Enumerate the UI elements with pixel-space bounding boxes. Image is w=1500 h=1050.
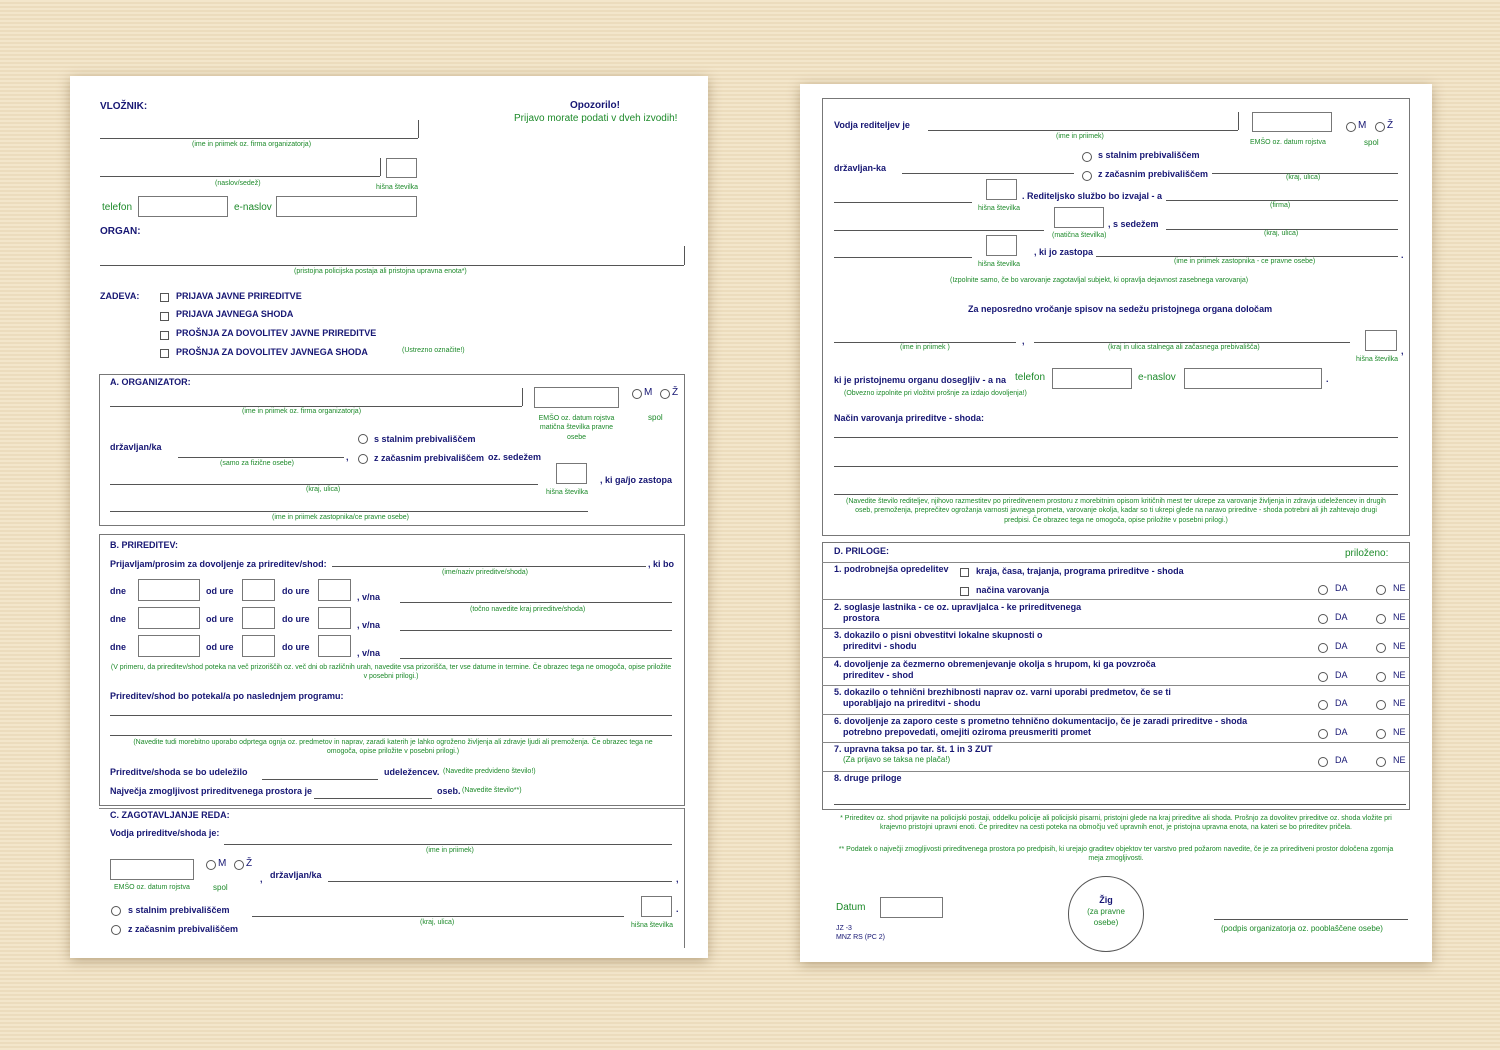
seat-house-caption: hišna številka [978, 261, 1021, 268]
permanent-label: s stalnim prebivališčem [374, 434, 476, 444]
participants-label: udeležencev. [384, 767, 440, 777]
steward-citizenship-line[interactable] [902, 173, 1074, 174]
steward-leader-line[interactable] [928, 130, 1238, 131]
temporary-label: z začasnim prebivališčem [374, 453, 485, 463]
steward-emso-field[interactable] [1252, 112, 1332, 132]
steward-house-caption: hišna številka [978, 205, 1021, 212]
organizer-name-line[interactable] [110, 406, 522, 407]
date-field-3[interactable] [138, 635, 200, 657]
attachment-5-label: 5. dokazilo o tehnični brezhibnosti naprav oz. varni uporabi predmetov, če se ti [834, 687, 1171, 697]
house-number-a-caption: hišna številka [546, 489, 589, 496]
checkbox-prijava-shoda[interactable] [160, 312, 169, 321]
from-label-3: od ure [206, 642, 234, 652]
warning-text: Prijavo morate podati v dveh izvodih! [514, 113, 678, 124]
emso-c-caption: EMŠO oz. datum rojstva [114, 884, 190, 891]
attachment-7-da: DA [1335, 755, 1348, 765]
order-leader-line[interactable] [224, 844, 672, 845]
program-label: Prireditev/shod bo potekal/a po naslednjem programu: [110, 691, 344, 701]
steward-leader-label: Vodja rediteljev je [834, 120, 910, 130]
house-number-c-field[interactable] [641, 896, 672, 917]
citizenship-caption: (samo za fizične osebe) [220, 460, 294, 467]
attachment-7-label: 7. upravna taksa po tar. št. 1 in 3 ZUT [834, 744, 993, 754]
attachment-4-da: DA [1335, 670, 1348, 680]
order-leader-caption: (ime in priimek) [426, 847, 474, 854]
email-label: e-naslov [234, 202, 272, 213]
email-field[interactable] [276, 196, 417, 217]
other-attachments-line[interactable] [834, 804, 1406, 805]
address-a-caption: (kraj, ulica) [306, 486, 341, 493]
program-line-1[interactable] [110, 715, 672, 716]
option-prosnja-prireditve: PROŠNJA ZA DOVOLITEV JAVNE PRIREDITVE [176, 328, 377, 338]
place-line-2[interactable] [400, 630, 672, 631]
radio-gender-m[interactable] [632, 389, 642, 399]
attachment-3-ne: NE [1393, 641, 1406, 651]
attached-label: priloženo: [1345, 548, 1389, 559]
date-sign-label: Datum [836, 902, 866, 913]
reachable-label: ki je pristojnemu organu dosegljiv - a na [834, 375, 1007, 385]
address-c-caption: (kraj, ulica) [420, 919, 455, 926]
security-method-label: Način varovanja prireditve - shoda: [834, 413, 985, 423]
service-delivery-title: Za neposredno vročanje spisov na sedežu pristojnega organa določam [968, 304, 1273, 314]
from-field-3[interactable] [242, 635, 275, 657]
section-rediteljev [822, 98, 1410, 536]
attachment-3-ne-radio[interactable] [1376, 643, 1386, 653]
radio-steward-permanent[interactable] [1082, 152, 1092, 162]
from-label-2: od ure [206, 614, 234, 624]
place-label-1: , v/na [357, 592, 381, 602]
event-name-line[interactable] [332, 566, 646, 567]
steward-leader-caption: (ime in priimek) [1056, 133, 1104, 140]
citizenship-line[interactable] [178, 457, 344, 458]
option-prijava-prireditve: PRIJAVA JAVNE PRIREDITVE [176, 291, 302, 301]
attachment-1-label: 1. podrobnejša opredelitev [834, 564, 949, 574]
mandatory-note: (Obvezno izpolnite pri vložitvi prošnje za izdajo dovoljenja!) [844, 390, 1027, 397]
address-c-line[interactable] [252, 916, 624, 917]
signature-caption: (podpis organizatorja oz. pooblaščene osebe) [1221, 924, 1383, 933]
organ-caption: (pristojna policijska postaja ali pristojna upravna enota*) [294, 268, 467, 275]
security-line-1[interactable] [834, 437, 1398, 438]
radio-steward-z[interactable] [1375, 122, 1385, 132]
attendance-line[interactable] [262, 779, 378, 780]
attachment-1a-checkbox[interactable] [960, 568, 969, 577]
temporary-c-label: z začasnim prebivališčem [128, 924, 239, 934]
organ-line[interactable] [100, 265, 684, 266]
delivery-house-field[interactable] [1365, 330, 1397, 351]
place-label-3: , v/na [357, 648, 381, 658]
kibo-label: , ki bo [648, 559, 675, 569]
gender-z-label: Ž [672, 387, 679, 398]
house-number-caption: hišna številka [376, 184, 419, 191]
place-line-1[interactable] [400, 602, 672, 603]
email-2-label: e-naslov [1138, 372, 1176, 383]
form-code: JZ -3 [836, 925, 852, 932]
attachment-6-ne: NE [1393, 727, 1406, 737]
vloznik-label: VLOŽNIK: [100, 101, 148, 112]
citizenship-label: državljan/ka [110, 442, 162, 452]
to-label-2: do ure [282, 614, 310, 624]
date-field-2[interactable] [138, 607, 200, 629]
to-field-2[interactable] [318, 607, 351, 629]
steward-spol-caption: spol [1364, 138, 1379, 147]
place-line-3[interactable] [400, 658, 672, 659]
name-caption: (ime in priimek oz. firma organizatorja) [192, 141, 312, 148]
address-caption: (naslov/sedež) [215, 180, 261, 187]
radio-c-gender-z[interactable] [234, 860, 244, 870]
seat-label: oz. sedežem [488, 452, 542, 462]
representative-caption: (ime in priimek zastopnika/ce pravne osebe) [272, 514, 409, 521]
attachment-7-note: (Za prijavo se taksa ne plača!) [843, 755, 951, 764]
emso-c-field[interactable] [110, 859, 194, 880]
section-a-title: A. ORGANIZATOR: [110, 377, 191, 387]
address-line[interactable] [100, 176, 380, 177]
attachment-7-da-radio[interactable] [1318, 757, 1328, 767]
attachment-5-label-b: uporabljajo na prireditvi - shodu [843, 698, 981, 708]
security-line-2[interactable] [834, 466, 1398, 467]
attachment-1-da-radio[interactable] [1318, 585, 1328, 595]
attachment-6-da-radio[interactable] [1318, 729, 1328, 739]
represented-label: , ki ga/jo zastopa [600, 475, 673, 485]
organizer-name-caption: (ime in priimek oz. firma organizatorja) [242, 408, 362, 415]
seat-caption: (kraj, ulica) [1264, 230, 1299, 237]
emso-caption: EMŠO oz. datum rojstva matična številka pravne osebe [538, 415, 615, 441]
attachment-1b-label: načina varovanja [976, 585, 1050, 595]
steward-m-label: M [1358, 120, 1367, 131]
event-name-caption: (ime/naziv prireditve/shoda) [442, 569, 528, 576]
footnote-1: * Prireditev oz. shod prijavite na policijski postaji, oddelku policije ali policijski pisarni, pristojni glede na kraj prireditve ali shoda. Prošnjo za dovolitev prireditve oz. shoda vložite pri krajevno pristojni upravni enoti. Če prireditev na cesti poteka na območju več upravnih enot, je pristojna upravna enota, na kateri se bo prireditev pričela. [840, 815, 1392, 832]
attachment-3-da-radio[interactable] [1318, 643, 1328, 653]
security-note: (Navedite število rediteljev, njihovo razmestitev po prireditvenem prostoru z morebitnim opisom kritičnih mest ter ukrepe za varovanje življenja in zdravja udeležencev in drugih oseb, premoženja, preprečitev ogrožanja varnosti javnega prometa, varovanje okolja, kadar so ti ukrepi glede na naravo prireditve - shoda potrebni ali jih zahtevajo drugi predpisi. Če obrazec tega ne omogoča, opise priložite v posebni prilogi.) [846, 498, 1386, 524]
place-label-2: , v/na [357, 620, 381, 630]
gender-c-m-label: M [218, 858, 227, 869]
attachment-2-label: 2. soglasje lastnika - ce oz. upravljalca - ke prireditvenega [834, 602, 1082, 612]
stamp-caption: (za pravne osebe) [1087, 907, 1125, 927]
signature-line[interactable] [1214, 919, 1408, 920]
attachment-6-label-b: potrebno prepovedati, omejiti oziroma preusmeriti promet [843, 727, 1092, 737]
gender-m-label: M [644, 387, 653, 398]
radio-c-permanent[interactable] [111, 906, 121, 916]
steward-house-field[interactable] [986, 179, 1017, 200]
radio-c-temporary[interactable] [111, 925, 121, 935]
attachment-1-da: DA [1335, 583, 1348, 593]
email-2-field[interactable] [1184, 368, 1322, 389]
representative-line[interactable] [110, 511, 588, 512]
capacity-label: Največja zmogljivost prireditvenega prostora je [110, 786, 313, 796]
attachment-2-ne-radio[interactable] [1376, 614, 1386, 624]
spol-caption: spol [648, 413, 663, 422]
organ-label: ORGAN: [100, 226, 141, 237]
persons-label: oseb. [437, 786, 461, 796]
delivery-address-line[interactable] [1034, 342, 1350, 343]
attachment-2-ne: NE [1393, 612, 1406, 622]
phone-2-field[interactable] [1052, 368, 1132, 389]
attachment-7-ne-radio[interactable] [1376, 757, 1386, 767]
delivery-address-caption: (kraj in ulica stalnega ali začasnega prebivališča) [1108, 344, 1260, 351]
attachment-4-da-radio[interactable] [1318, 672, 1328, 682]
date-label-2: dne [110, 614, 127, 624]
attachment-3-label-b: prireditvi - shodu [843, 641, 917, 651]
attachment-5-ne: NE [1393, 698, 1406, 708]
represented-by-label: , ki jo zastopa [1034, 247, 1094, 257]
registration-number-caption: (matična številka) [1052, 232, 1107, 239]
date-label-3: dne [110, 642, 127, 652]
warning-title: Opozorilo! [570, 100, 620, 111]
phone-label: telefon [102, 202, 133, 213]
steward-street-line[interactable] [834, 202, 972, 203]
delivery-house-caption: hišna številka [1356, 356, 1399, 363]
delivery-name-caption: (ime in priimek ) [900, 344, 950, 351]
from-field-1[interactable] [242, 579, 275, 601]
attachment-4-ne-radio[interactable] [1376, 672, 1386, 682]
attachment-3-da: DA [1335, 641, 1348, 651]
multiple-venues-note: (V primeru, da prireditev/shod poteka na več prizoriščih oz. več dni ob različnih urah, navedite vsa prizorišča, ter vse datume in termine. Če obrazec tega ne omogoča, opise priložite v posebni prilogi.) [110, 664, 672, 681]
capacity-line[interactable] [314, 798, 432, 799]
section-b-title: B. PRIREDITEV: [110, 540, 179, 550]
radio-temporary[interactable] [358, 454, 368, 464]
delivery-name-line[interactable] [834, 342, 1016, 343]
attachment-5-da: DA [1335, 698, 1348, 708]
attachment-5-da-radio[interactable] [1318, 700, 1328, 710]
registration-number-field[interactable] [1054, 207, 1104, 228]
checkbox-prosnja-shoda[interactable] [160, 349, 169, 358]
attachment-1a-label: kraja, časa, trajanja, programa prireditve - shoda [976, 566, 1184, 576]
address-a-line[interactable] [110, 484, 538, 485]
section-c-title: C. ZAGOTAVLJANJE REDA: [110, 810, 230, 820]
attendance-label: Prireditve/shoda se bo udeležilo [110, 767, 248, 777]
attachment-6-ne-radio[interactable] [1376, 729, 1386, 739]
radio-gender-z[interactable] [660, 389, 670, 399]
attachment-4-label: 4. dovoljenje za čezmerno obremenjevanje okolja s hrupom, ki ga povzroča [834, 659, 1156, 669]
attachment-3-label: 3. dokazilo o pisni obvestitvi lokalne skupnosti o [834, 630, 1043, 640]
steward-citizenship-label: državljan-ka [834, 163, 887, 173]
attachment-1b-checkbox[interactable] [960, 587, 969, 596]
radio-c-gender-m[interactable] [206, 860, 216, 870]
to-field-3[interactable] [318, 635, 351, 657]
place-caption: (točno navedite kraj prireditve/shoda) [470, 606, 586, 613]
house-number-a-field[interactable] [556, 463, 587, 484]
form-issuer: MNZ RS (PC 2) [836, 934, 885, 941]
radio-permanent[interactable] [358, 434, 368, 444]
footnote-2: ** Podatek o največji zmogljivosti prireditvenega prostora po predpisih, ki urejajo graditev objektov ter varstvo pred požarom navedite, če je za prireditveni prostor določena zgornja meja zmogljivosti. [838, 846, 1394, 863]
date-sign-field[interactable] [880, 897, 943, 918]
gender-c-z-label: Ž [246, 858, 253, 869]
attachment-7-ne: NE [1393, 755, 1406, 765]
house-number-field[interactable] [386, 158, 417, 178]
program-line-2[interactable] [110, 735, 672, 736]
attachment-6-da: DA [1335, 727, 1348, 737]
applicant-name-line[interactable] [100, 138, 418, 139]
attachment-2-da: DA [1335, 612, 1348, 622]
security-line-3[interactable] [834, 494, 1398, 495]
reg-number-prefix-line[interactable] [834, 230, 1044, 231]
seat-street-line[interactable] [834, 257, 972, 258]
attachment-4-label-b: prireditev - shod [843, 670, 914, 680]
spol-c-caption: spol [213, 883, 228, 892]
attachment-1-ne-radio[interactable] [1376, 585, 1386, 595]
order-leader-label: Vodja prireditve/shoda je: [110, 828, 220, 838]
seat-house-field[interactable] [986, 235, 1017, 256]
attachment-2-label-b: prostora [843, 613, 880, 623]
from-label-1: od ure [206, 586, 234, 596]
checkbox-prijava-prireditve[interactable] [160, 293, 169, 302]
radio-steward-temporary[interactable] [1082, 171, 1092, 181]
steward-permanent-label: s stalnim prebivališčem [1098, 150, 1200, 160]
section-d-title: D. PRILOGE: [834, 546, 890, 556]
attachment-6-label: 6. dovoljenje za zaporo ceste s prometno tehnično dokumentacijo, če je zaradi prireditve - shoda [834, 716, 1248, 726]
seat-label-2: , s sedežem [1108, 219, 1159, 229]
checkbox-prosnja-prireditve[interactable] [160, 331, 169, 340]
house-number-c-caption: hišna številka [631, 922, 674, 929]
to-field-1[interactable] [318, 579, 351, 601]
firm-line[interactable] [1166, 200, 1398, 201]
attachment-1-ne: NE [1393, 583, 1406, 593]
capacity-hint: (Navedite število**) [462, 787, 522, 794]
to-label-3: do ure [282, 642, 310, 652]
date-field-1[interactable] [138, 579, 200, 601]
security-company-note: (Izpolnite samo, če bo varovanje zagotavljal subjekt, ki opravlja dejavnost zasebnega varovanja) [950, 277, 1249, 284]
representative-2-line[interactable] [1096, 256, 1398, 257]
citizenship-c-line[interactable] [328, 881, 672, 882]
phone-field[interactable] [138, 196, 228, 217]
attachment-4-ne: NE [1393, 670, 1406, 680]
steward-temporary-label: z začasnim prebivališčem [1098, 169, 1209, 179]
firm-caption: (firma) [1270, 202, 1291, 209]
representative-2-caption: (ime in priimek zastopnika - ce pravne osebe) [1174, 258, 1316, 265]
form-page-2: Vodja rediteljev je (ime in priimek) EMŠO oz. datum rojstva M Ž spol s stalnim prebivališčem z začasnim prebivališčem državljan-ka (kraj, ulica) hišna številka . Rediteljsko službo bo izvajal - a (firma) (matična številka) , s sedežem (kraj, ulica) hišna številka , ki jo zastopa . (ime in priimek zastopnika - ce pravne osebe) (Izpolnite samo, če bo varovanje zagotavljal subjekt, ki opravlja dejavnost zasebnega varovanja) Za neposredno vročanje spisov na sedežu pristojnega organa določam (ime in priimek ) , (kraj in ulica stalnega ali začasnega prebivališča) hišna številka , ki je pristojnemu organu dosegljiv - a na telefon e-naslov . (Obvezno izpolnite pri vložitvi prošnje za izdajo dovoljenja!) Način varovanja prireditve - shoda: (Navedite število rediteljev, njihovo razmestitev po prireditvenem prostoru z morebitnim opisom kritičnih mest ter ukrepe za varovanje življenja in zdravja udeležencev in drugih oseb, premoženja, preprečitev ogrožanja varnosti javnega prometa, varovanje okolja, kadar so ti ukrepi glede na naravo prireditve - shoda potrebni ali jih zahtevajo drugi predpisi. Če obrazec tega ne omogoča, opise priložite v posebni prilogi.) D. PRILOGE: priloženo: 1. podrobnejša opredelitev kraja, časa, trajanja, programa prireditve - shoda načina varovanja DA NE 2. soglasje lastnika - ce oz. upravljalca - ke prireditvenega prostora DA NE 3. dokazilo o pisni obvestitvi lokalne skupnosti o prireditvi - shodu DA NE 4. dovoljenje za čezmerno obremenjevanje okolja s hrupom, ki ga povzroča prireditev - shod DA NE 5. dokazilo o tehnični brezhibnosti naprav oz. varni uporabi predmetov, če se ti uporabljajo na prireditvi - shodu DA NE 6. dovoljenje za zaporo ceste s prometno tehnično dokumentacijo, če je zaradi prireditve - shoda potrebno prepovedati, omejiti oziroma preusmeriti promet DA NE 7. upravna taksa po tar. št. 1 in 3 ZUT (Za prijavo se taksa ne plača!) DA NE 8. druge priloge * Prireditev oz. shod prijavite na policijski postaji, oddelku policije ali policijski pisarni, pristojni glede na kraj prireditve ali shoda. Prošnjo za dovolitev prireditve oz. shoda vložite pri krajevno pristojni upravni enoti. Če prireditev na cesti poteka na območju več upravnih enot, je pristojna upravna enota, na kateri se bo prireditev pričela. ** Podatek o največji zmogljivosti prireditvenega prostora po predpisih, ki urejajo graditev objektov ter varstvo pred požarom navedite, če je za prireditveni prostor določena zgornja meja zmogljivosti. Datum Žig (za pravne osebe) (podpis organizatorja oz. pooblaščene osebe) JZ -3 MNZ RS (PC 2) [800, 84, 1432, 962]
phone-2-label: telefon [1015, 372, 1046, 383]
to-label-1: do ure [282, 586, 310, 596]
attendance-hint: (Navedite predvideno število!) [443, 768, 536, 775]
option-prosnja-shoda: PROŠNJA ZA DOVOLITEV JAVNEGA SHODA [176, 347, 368, 357]
steward-z-label: Ž [1387, 120, 1394, 131]
permanent-c-label: s stalnim prebivališčem [128, 905, 230, 915]
emso-field[interactable] [534, 387, 619, 408]
citizenship-c-label: državljan/ka [270, 870, 322, 880]
form-page-1: VLOŽNIK: Opozorilo! Prijavo morate podati v dveh izvodih! (ime in priimek oz. firma organizatorja) (naslov/sedež) hišna številka telefon e-naslov ORGAN: (pristojna policijska postaja ali pristojna upravna enota*) ZADEVA: PRIJAVA JAVNE PRIREDITVE PRIJAVA JAVNEGA SHODA PROŠNJA ZA DOVOLITEV JAVNE PRIREDITVE PROŠNJA ZA DOVOLITEV JAVNEGA SHODA (Ustrezno označite!) A. ORGANIZATOR: (ime in priimek oz. firma organizatorja) EMŠO oz. datum rojstva matična številka pravne osebe M Ž spol državljan/ka (samo za fizične osebe) , s stalnim prebivališčem z začasnim prebivališčem oz. sedežem (kraj, ulica) hišna številka , ki ga/jo zastopa (ime in priimek zastopnika/ce pravne osebe) B. PRIREDITEV: Prijavljam/prosim za dovoljenje za prireditev/shod: , ki bo (ime/naziv prireditve/shoda) dne od ure do ure , v/na (točno navedite kraj prireditve/shoda) dne od ure do ure , v/na dne od ure do ure , v/na (V primeru, da prireditev/shod poteka na več prizoriščih oz. več dni ob različnih urah, navedite vsa prizorišča, ter vse datume in termine. Če obrazec tega ne omogoča, opise priložite v posebni prilogi.) Prireditev/shod bo potekal/a po naslednjem programu: (Navedite tudi morebitno uporabo odprtega ognja oz. predmetov in naprav, zaradi katerih je lahko ogroženo življenja ali zdravje ljudi ali premoženja. Če obrazec tega ne omogoča, opise priložite v posebni prilogi.) Prireditve/shoda se bo udeležilo udeležencev. (Navedite predvideno število!) Največja zmogljivost prireditvenega prostora je oseb. (Navedite število**) C. ZAGOTAVLJANJE REDA: Vodja prireditve/shoda je: (ime in priimek) EMŠO oz. datum rojstva M Ž spol , državljan/ka , s stalnim prebivališčem z začasnim prebivališčem (kraj, ulica) . hišna številka [70, 76, 708, 958]
program-note: (Navedite tudi morebitno uporabo odprtega ognja oz. predmetov in naprav, zaradi katerih je lahko ogroženo življenja ali zdravje ljudi ali premoženja. Če obrazec tega ne omogoča, opise priložite v posebni prilogi.) [133, 739, 653, 756]
attachment-2-da-radio[interactable] [1318, 614, 1328, 624]
attachment-8-label: 8. druge priloge [834, 773, 902, 783]
from-field-2[interactable] [242, 607, 275, 629]
mark-hint: (Ustrezno označite!) [402, 347, 465, 354]
date-label-1: dne [110, 586, 127, 596]
steward-address-caption: (kraj, ulica) [1286, 174, 1321, 181]
steward-emso-caption: EMŠO oz. datum rojstva [1250, 139, 1326, 146]
event-request-label: Prijavljam/prosim za dovoljenje za prireditev/shod: [110, 559, 327, 569]
zadeva-label: ZADEVA: [100, 291, 140, 301]
radio-steward-m[interactable] [1346, 122, 1356, 132]
attachment-5-ne-radio[interactable] [1376, 700, 1386, 710]
stamp-label: Žig [1099, 895, 1113, 905]
security-service-label: . Rediteljsko službo bo izvajal - a [1022, 191, 1163, 201]
option-prijava-shoda: PRIJAVA JAVNEGA SHODA [176, 309, 294, 319]
